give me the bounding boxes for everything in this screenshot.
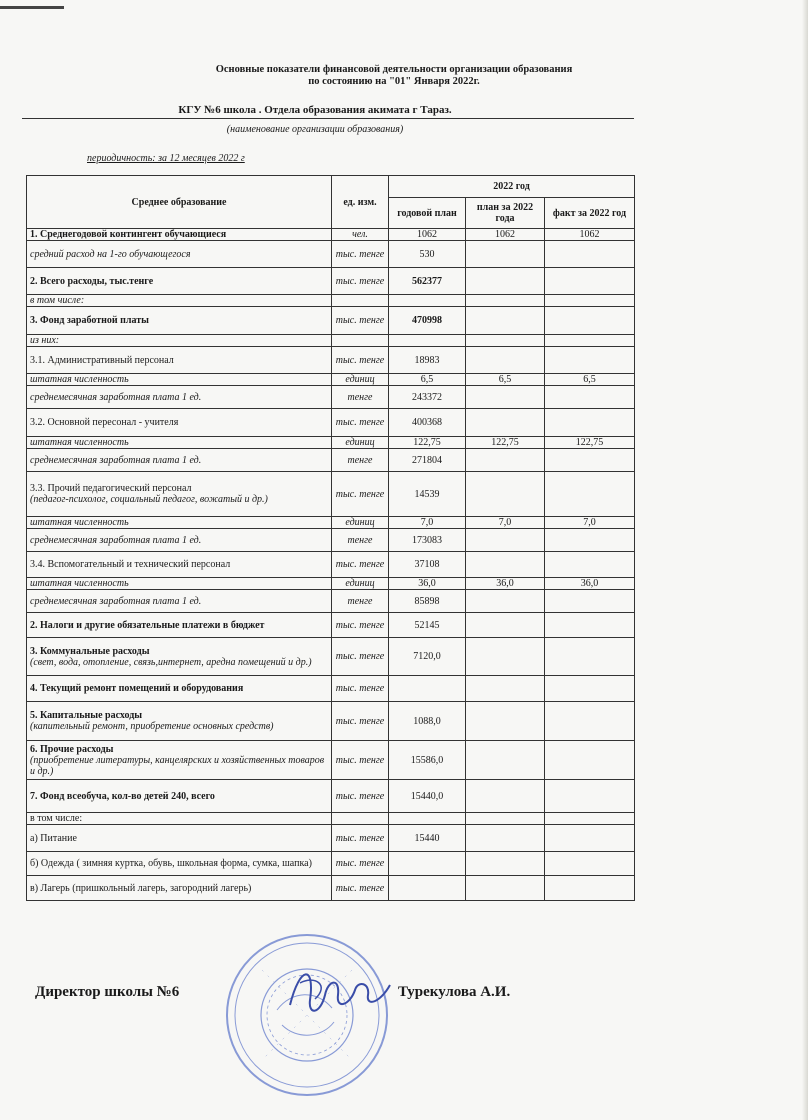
row-plan-value bbox=[389, 335, 466, 347]
row-fact-value bbox=[545, 613, 635, 638]
row-plan-y-value: 122,75 bbox=[466, 437, 545, 449]
row-plan-y-value bbox=[466, 813, 545, 825]
row-unit: тыс. тенге bbox=[332, 307, 389, 335]
row-plan-y-value bbox=[466, 386, 545, 409]
row-unit: тыс. тенге bbox=[332, 472, 389, 517]
row-label bbox=[27, 374, 332, 386]
row-fact-value bbox=[545, 638, 635, 676]
row-plan-y-value bbox=[466, 472, 545, 517]
row-plan-y-value bbox=[466, 241, 545, 268]
table-row bbox=[27, 437, 635, 449]
row-label-text: 3.4. Вспомогательный и технический персонал bbox=[30, 559, 231, 570]
row-fact-value bbox=[545, 347, 635, 374]
row-plan-y-value bbox=[466, 529, 545, 552]
row-plan-y-value bbox=[466, 295, 545, 307]
row-plan-value: 15440 bbox=[389, 825, 466, 852]
row-label bbox=[27, 335, 332, 347]
table-row bbox=[27, 409, 635, 437]
row-unit: тыс. тенге bbox=[332, 676, 389, 702]
table-row bbox=[27, 852, 635, 876]
row-label bbox=[27, 852, 332, 876]
row-plan-value: 1088,0 bbox=[389, 702, 466, 741]
row-label-text: штатная численность bbox=[30, 374, 129, 385]
row-label-text: 3.2. Основной пересонал - учителя bbox=[30, 417, 179, 428]
row-label-text: 3.1. Административный персонал bbox=[30, 354, 174, 366]
row-plan-y-value bbox=[466, 590, 545, 613]
row-unit bbox=[332, 813, 389, 825]
table-row bbox=[27, 517, 635, 529]
row-fact-value: 6,5 bbox=[545, 374, 635, 386]
row-label bbox=[27, 702, 332, 741]
row-label bbox=[27, 386, 332, 409]
row-fact-value bbox=[545, 590, 635, 613]
row-label-text: 7. Фонд всеобуча, кол-во детей 240, всего bbox=[30, 790, 215, 802]
row-label bbox=[27, 578, 332, 590]
row-fact-value: 1062 bbox=[545, 229, 635, 241]
row-plan-value: 85898 bbox=[389, 590, 466, 613]
row-plan-value bbox=[389, 676, 466, 702]
row-plan-y-value bbox=[466, 780, 545, 813]
row-unit: тыс. тенге bbox=[332, 409, 389, 437]
table-row bbox=[27, 386, 635, 409]
row-label-text: 2. Налоги и другие обязательные платежи в бюджет bbox=[30, 619, 265, 631]
row-label-text: среднемесячная заработная плата 1 ед. bbox=[30, 391, 202, 403]
row-plan-value: 52145 bbox=[389, 613, 466, 638]
row-plan-value bbox=[389, 876, 466, 901]
row-label-text: среднемесячная заработная плата 1 ед. bbox=[30, 595, 202, 607]
table-row bbox=[27, 347, 635, 374]
document-title-line1: Основные показатели финансовой деятельности организации образования bbox=[215, 64, 573, 75]
row-fact-value bbox=[545, 295, 635, 307]
row-fact-value bbox=[545, 813, 635, 825]
row-unit: тыс. тенге bbox=[332, 741, 389, 780]
table-row bbox=[27, 813, 635, 825]
row-label-text: 3.3. Прочий педагогический персонал bbox=[30, 483, 192, 494]
row-plan-y-value: 7,0 bbox=[466, 517, 545, 529]
row-plan-value: 18983 bbox=[389, 347, 466, 374]
organization-name: КГУ №6 школа . Отдела образования акимата г Тараз. bbox=[178, 104, 452, 116]
row-plan-value: 14539 bbox=[389, 472, 466, 517]
row-fact-value bbox=[545, 241, 635, 268]
row-label-note: (капительный ремонт, приобретение основных средств) bbox=[30, 721, 274, 732]
row-label-text: 2. Всего расходы, тыс.тенге bbox=[30, 275, 154, 287]
row-plan-value: 243372 bbox=[389, 386, 466, 409]
row-label-note: (педагог-психолог, социальный педагог, вожатый и др.) bbox=[30, 494, 268, 505]
director-name: Турекулова А.И. bbox=[398, 984, 511, 1000]
table-row bbox=[27, 676, 635, 702]
row-label-text: 4. Текущий ремонт помещений и оборудования bbox=[30, 683, 244, 694]
header-annual-plan: годовой план bbox=[389, 198, 466, 229]
row-plan-y-value bbox=[466, 347, 545, 374]
row-plan-value: 15586,0 bbox=[389, 741, 466, 780]
row-plan-y-value bbox=[466, 449, 545, 472]
row-label-text: штатная численность bbox=[30, 578, 129, 589]
row-plan-value bbox=[389, 295, 466, 307]
row-unit: тыс. тенге bbox=[332, 852, 389, 876]
table-row bbox=[27, 268, 635, 295]
header-plan-year: план за 2022 года bbox=[466, 198, 545, 229]
row-fact-value bbox=[545, 449, 635, 472]
row-plan-value: 173083 bbox=[389, 529, 466, 552]
document-title-line2: по состоянию на "01" Января 2022г. bbox=[308, 76, 480, 87]
row-label bbox=[27, 268, 332, 295]
header-name-col: Среднее образование bbox=[27, 176, 332, 229]
row-unit: единиц bbox=[332, 374, 389, 386]
table-row bbox=[27, 825, 635, 852]
row-label bbox=[27, 517, 332, 529]
row-label bbox=[27, 229, 332, 241]
table-row bbox=[27, 876, 635, 901]
row-plan-y-value bbox=[466, 268, 545, 295]
row-fact-value bbox=[545, 741, 635, 780]
table-row bbox=[27, 472, 635, 517]
row-label bbox=[27, 437, 332, 449]
director-signature bbox=[270, 955, 400, 1030]
row-plan-value: 7,0 bbox=[389, 517, 466, 529]
header-unit-col: ед. изм. bbox=[332, 176, 389, 229]
row-fact-value bbox=[545, 876, 635, 901]
row-label-text: штатная численность bbox=[30, 437, 129, 448]
table-row bbox=[27, 613, 635, 638]
row-fact-value bbox=[545, 552, 635, 578]
row-label-note: (свет, вода, отопление, связь,интернет, аредна помещений и др.) bbox=[30, 656, 312, 668]
row-label-text: средний расход на 1-го обучающегося bbox=[30, 248, 191, 260]
row-fact-value bbox=[545, 409, 635, 437]
row-plan-value: 6,5 bbox=[389, 374, 466, 386]
row-label bbox=[27, 472, 332, 517]
row-label bbox=[27, 552, 332, 578]
row-label-text: 5. Капитальные расходы bbox=[30, 710, 143, 721]
row-plan-value: 36,0 bbox=[389, 578, 466, 590]
row-plan-value: 530 bbox=[389, 241, 466, 268]
row-label-note: (приобретение литературы, канцелярских и хозяйственных товаров и др.) bbox=[30, 754, 325, 777]
row-unit: тенге bbox=[332, 529, 389, 552]
table-row bbox=[27, 335, 635, 347]
row-label bbox=[27, 590, 332, 613]
table-row bbox=[27, 578, 635, 590]
director-title: Директор школы №6 bbox=[35, 984, 180, 1000]
row-label bbox=[27, 613, 332, 638]
row-unit: единиц bbox=[332, 578, 389, 590]
row-label bbox=[27, 876, 332, 901]
organization-underline bbox=[22, 118, 634, 119]
row-label bbox=[27, 529, 332, 552]
row-plan-y-value bbox=[466, 335, 545, 347]
row-unit: тыс. тенге bbox=[332, 552, 389, 578]
reporting-period: периодичность: за 12 месяцев 2022 г bbox=[87, 153, 245, 164]
scan-edge-shadow bbox=[802, 0, 808, 1120]
row-fact-value bbox=[545, 307, 635, 335]
row-unit: тыс. тенге bbox=[332, 638, 389, 676]
scan-corner-mark bbox=[0, 6, 64, 9]
row-label-text: в том числе: bbox=[30, 813, 83, 824]
table-row bbox=[27, 780, 635, 813]
table-row bbox=[27, 638, 635, 676]
row-label-text: 1. Среднегодовой контингент обучающиеся bbox=[30, 229, 227, 240]
table-row bbox=[27, 590, 635, 613]
row-fact-value: 36,0 bbox=[545, 578, 635, 590]
table-row bbox=[27, 229, 635, 241]
row-unit bbox=[332, 295, 389, 307]
row-fact-value bbox=[545, 702, 635, 741]
header-year-col: 2022 год bbox=[389, 176, 635, 198]
row-unit: тыс. тенге bbox=[332, 613, 389, 638]
row-unit bbox=[332, 335, 389, 347]
row-label-text: в том числе: bbox=[30, 295, 85, 306]
row-plan-y-value bbox=[466, 613, 545, 638]
organization-caption: (наименование организации образования) bbox=[226, 124, 404, 135]
row-label bbox=[27, 813, 332, 825]
row-plan-value bbox=[389, 852, 466, 876]
row-plan-value: 400368 bbox=[389, 409, 466, 437]
row-label bbox=[27, 307, 332, 335]
row-plan-y-value bbox=[466, 409, 545, 437]
row-plan-value bbox=[389, 813, 466, 825]
row-fact-value bbox=[545, 472, 635, 517]
row-plan-y-value: 6,5 bbox=[466, 374, 545, 386]
row-fact-value bbox=[545, 529, 635, 552]
header-fact-year: факт за 2022 год bbox=[545, 198, 635, 229]
row-plan-value: 15440,0 bbox=[389, 780, 466, 813]
row-plan-value: 271804 bbox=[389, 449, 466, 472]
row-label bbox=[27, 825, 332, 852]
row-unit: тыс. тенге bbox=[332, 268, 389, 295]
row-label-text: б) Одежда ( зимняя куртка, обувь, школьная форма, сумка, шапка) bbox=[30, 858, 312, 869]
row-fact-value bbox=[545, 825, 635, 852]
row-plan-y-value bbox=[466, 552, 545, 578]
row-plan-y-value bbox=[466, 307, 545, 335]
row-plan-value: 562377 bbox=[389, 268, 466, 295]
row-plan-value: 470998 bbox=[389, 307, 466, 335]
row-label bbox=[27, 676, 332, 702]
table-row bbox=[27, 529, 635, 552]
row-label-text: из них: bbox=[30, 335, 60, 346]
row-label-text: 3. Фонд заработной платы bbox=[30, 315, 149, 326]
row-label bbox=[27, 241, 332, 268]
row-label bbox=[27, 780, 332, 813]
row-unit: тыс. тенге bbox=[332, 702, 389, 741]
row-plan-value: 7120,0 bbox=[389, 638, 466, 676]
row-label bbox=[27, 347, 332, 374]
row-plan-y-value bbox=[466, 876, 545, 901]
row-label-text: 3. Коммунальные расходы bbox=[30, 645, 150, 657]
row-fact-value bbox=[545, 676, 635, 702]
row-plan-y-value: 36,0 bbox=[466, 578, 545, 590]
row-fact-value bbox=[545, 852, 635, 876]
table-row bbox=[27, 307, 635, 335]
row-unit: тыс. тенге bbox=[332, 241, 389, 268]
row-label-text: в) Лагерь (пришкольный лагерь, загородний лагерь) bbox=[30, 882, 252, 894]
row-label bbox=[27, 295, 332, 307]
table-row bbox=[27, 741, 635, 780]
row-label bbox=[27, 409, 332, 437]
row-plan-y-value bbox=[466, 702, 545, 741]
row-unit: тыс. тенге bbox=[332, 876, 389, 901]
row-unit: тенге bbox=[332, 386, 389, 409]
row-fact-value: 122,75 bbox=[545, 437, 635, 449]
row-plan-value: 37108 bbox=[389, 552, 466, 578]
row-plan-value: 1062 bbox=[389, 229, 466, 241]
row-fact-value bbox=[545, 386, 635, 409]
row-plan-y-value bbox=[466, 852, 545, 876]
row-unit: тенге bbox=[332, 590, 389, 613]
row-plan-y-value bbox=[466, 676, 545, 702]
row-unit: тыс. тенге bbox=[332, 780, 389, 813]
row-label bbox=[27, 638, 332, 676]
financial-indicators-table bbox=[26, 175, 635, 901]
row-label-text: среднемесячная заработная плата 1 ед. bbox=[30, 534, 202, 546]
table-row bbox=[27, 702, 635, 741]
row-unit: единиц bbox=[332, 517, 389, 529]
row-fact-value bbox=[545, 268, 635, 295]
row-plan-y-value: 1062 bbox=[466, 229, 545, 241]
row-label bbox=[27, 741, 332, 780]
row-unit: тыс. тенге bbox=[332, 347, 389, 374]
row-unit: тенге bbox=[332, 449, 389, 472]
table-body bbox=[27, 229, 635, 901]
row-plan-y-value bbox=[466, 741, 545, 780]
row-unit: тыс. тенге bbox=[332, 825, 389, 852]
row-plan-value: 122,75 bbox=[389, 437, 466, 449]
table-row bbox=[27, 374, 635, 386]
row-label-text: а) Питание bbox=[30, 832, 77, 844]
row-fact-value bbox=[545, 780, 635, 813]
table-row bbox=[27, 449, 635, 472]
row-plan-y-value bbox=[466, 638, 545, 676]
row-unit: единиц bbox=[332, 437, 389, 449]
table-row bbox=[27, 241, 635, 268]
row-unit: чел. bbox=[332, 229, 389, 241]
row-fact-value bbox=[545, 335, 635, 347]
row-fact-value: 7,0 bbox=[545, 517, 635, 529]
table-row bbox=[27, 552, 635, 578]
row-label-text: штатная численность bbox=[30, 517, 129, 528]
table-row bbox=[27, 295, 635, 307]
row-label-text: 6. Прочие расходы bbox=[30, 743, 114, 755]
row-label-text: среднемесячная заработная плата 1 ед. bbox=[30, 454, 202, 466]
row-plan-y-value bbox=[466, 825, 545, 852]
row-label bbox=[27, 449, 332, 472]
